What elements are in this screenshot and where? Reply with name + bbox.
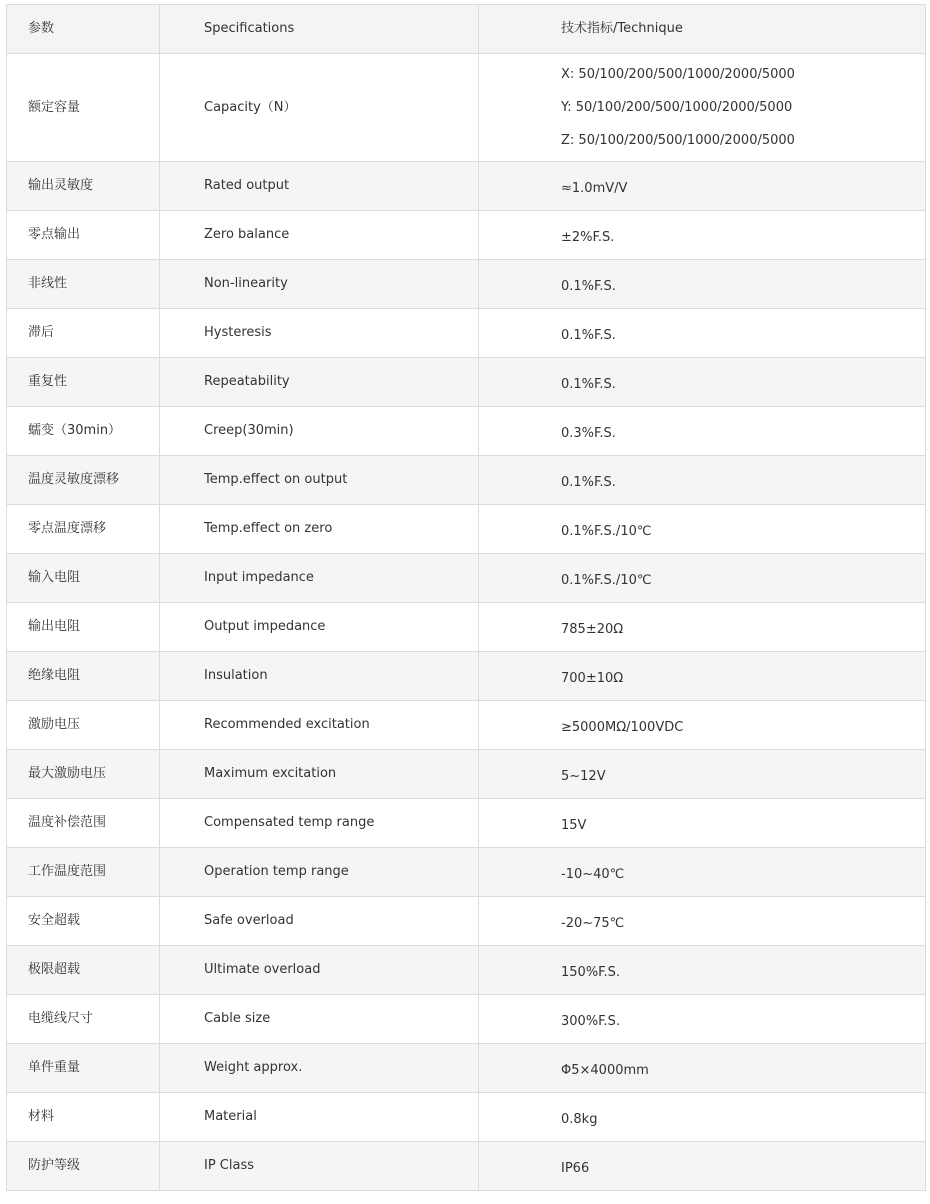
capacity-y: Y: 50/100/200/500/1000/2000/5000 <box>561 100 793 115</box>
table-row <box>7 897 926 946</box>
table-row <box>7 848 926 897</box>
table-row <box>7 603 926 652</box>
header-row <box>7 5 926 54</box>
capacity-values <box>479 54 926 162</box>
param-cn: 防护等级 <box>7 1142 160 1191</box>
spec-en: Weight approx. <box>160 1044 479 1093</box>
spec-en: Repeatability <box>160 358 479 407</box>
spec-value: 0.1%F.S. <box>479 456 926 505</box>
spec-value: 785±20Ω <box>479 603 926 652</box>
spec-en: Ultimate overload <box>160 946 479 995</box>
spec-en: Safe overload <box>160 897 479 946</box>
spec-en: Maximum excitation <box>160 750 479 799</box>
spec-value: ±2%F.S. <box>479 211 926 260</box>
param-cn: 极限超载 <box>7 946 160 995</box>
spec-en: IP Class <box>160 1142 479 1191</box>
param-cn: 安全超载 <box>7 897 160 946</box>
header-param: 参数 <box>7 5 160 54</box>
spec-en: Non-linearity <box>160 260 479 309</box>
spec-value: 0.1%F.S. <box>479 260 926 309</box>
spec-en: Creep(30min) <box>160 407 479 456</box>
param-cn: 重复性 <box>7 358 160 407</box>
spec-value: 0.1%F.S./10℃ <box>479 554 926 603</box>
table-row <box>7 260 926 309</box>
table-row <box>7 995 926 1044</box>
table-row <box>7 456 926 505</box>
table-row <box>7 750 926 799</box>
param-cn: 激励电压 <box>7 701 160 750</box>
table-row <box>7 309 926 358</box>
spec-en: Recommended excitation <box>160 701 479 750</box>
spec-value: IP66 <box>479 1142 926 1191</box>
table-row <box>7 1044 926 1093</box>
param-cn: 滞后 <box>7 309 160 358</box>
param-cn: 电缆线尺寸 <box>7 995 160 1044</box>
capacity-x: X: 50/100/200/500/1000/2000/5000 <box>561 67 795 82</box>
param-cn: 工作温度范围 <box>7 848 160 897</box>
spec-value: Φ5×4000mm <box>479 1044 926 1093</box>
param-cn: 非线性 <box>7 260 160 309</box>
spec-value: 300%F.S. <box>479 995 926 1044</box>
spec-value: 150%F.S. <box>479 946 926 995</box>
spec-value: -10~40℃ <box>479 848 926 897</box>
param-cn: 温度灵敏度漂移 <box>7 456 160 505</box>
capacity-cn: 额定容量 <box>7 54 160 162</box>
capacity-row <box>7 54 926 162</box>
spec-table <box>6 4 926 1191</box>
spec-value: 5~12V <box>479 750 926 799</box>
spec-value: 0.1%F.S. <box>479 309 926 358</box>
param-cn: 温度补偿范围 <box>7 799 160 848</box>
spec-value: 0.8kg <box>479 1093 926 1142</box>
spec-value: 0.1%F.S. <box>479 358 926 407</box>
spec-en: Input impedance <box>160 554 479 603</box>
spec-en: Temp.effect on zero <box>160 505 479 554</box>
table-row <box>7 505 926 554</box>
capacity-en: Capacity（N） <box>160 54 479 162</box>
table-row <box>7 407 926 456</box>
spec-value: 700±10Ω <box>479 652 926 701</box>
param-cn: 输出灵敏度 <box>7 162 160 211</box>
spec-en: Hysteresis <box>160 309 479 358</box>
table-row <box>7 701 926 750</box>
table-row <box>7 799 926 848</box>
spec-value: ≈1.0mV/V <box>479 162 926 211</box>
spec-value: 15V <box>479 799 926 848</box>
spec-value: 0.1%F.S./10℃ <box>479 505 926 554</box>
spec-en: Zero balance <box>160 211 479 260</box>
spec-value: -20~75℃ <box>479 897 926 946</box>
table-row <box>7 211 926 260</box>
param-cn: 输入电阻 <box>7 554 160 603</box>
table-row <box>7 1093 926 1142</box>
spec-en: Output impedance <box>160 603 479 652</box>
header-spec: Specifications <box>160 5 479 54</box>
param-cn: 蠕变（30min） <box>7 407 160 456</box>
param-cn: 零点输出 <box>7 211 160 260</box>
table-row <box>7 554 926 603</box>
table-row <box>7 162 926 211</box>
param-cn: 输出电阻 <box>7 603 160 652</box>
param-cn: 材料 <box>7 1093 160 1142</box>
param-cn: 绝缘电阻 <box>7 652 160 701</box>
spec-en: Temp.effect on output <box>160 456 479 505</box>
header-tech: 技术指标/Technique <box>479 5 926 54</box>
spec-en: Insulation <box>160 652 479 701</box>
param-cn: 最大激励电压 <box>7 750 160 799</box>
param-cn: 零点温度漂移 <box>7 505 160 554</box>
spec-en: Compensated temp range <box>160 799 479 848</box>
table-row <box>7 358 926 407</box>
param-cn: 单件重量 <box>7 1044 160 1093</box>
spec-en: Cable size <box>160 995 479 1044</box>
spec-value: 0.3%F.S. <box>479 407 926 456</box>
table-row <box>7 1142 926 1191</box>
table-row <box>7 652 926 701</box>
spec-en: Operation temp range <box>160 848 479 897</box>
spec-value: ≥5000MΩ/100VDC <box>479 701 926 750</box>
table-row <box>7 946 926 995</box>
spec-en: Rated output <box>160 162 479 211</box>
spec-en: Material <box>160 1093 479 1142</box>
capacity-z: Z: 50/100/200/500/1000/2000/5000 <box>561 133 795 148</box>
